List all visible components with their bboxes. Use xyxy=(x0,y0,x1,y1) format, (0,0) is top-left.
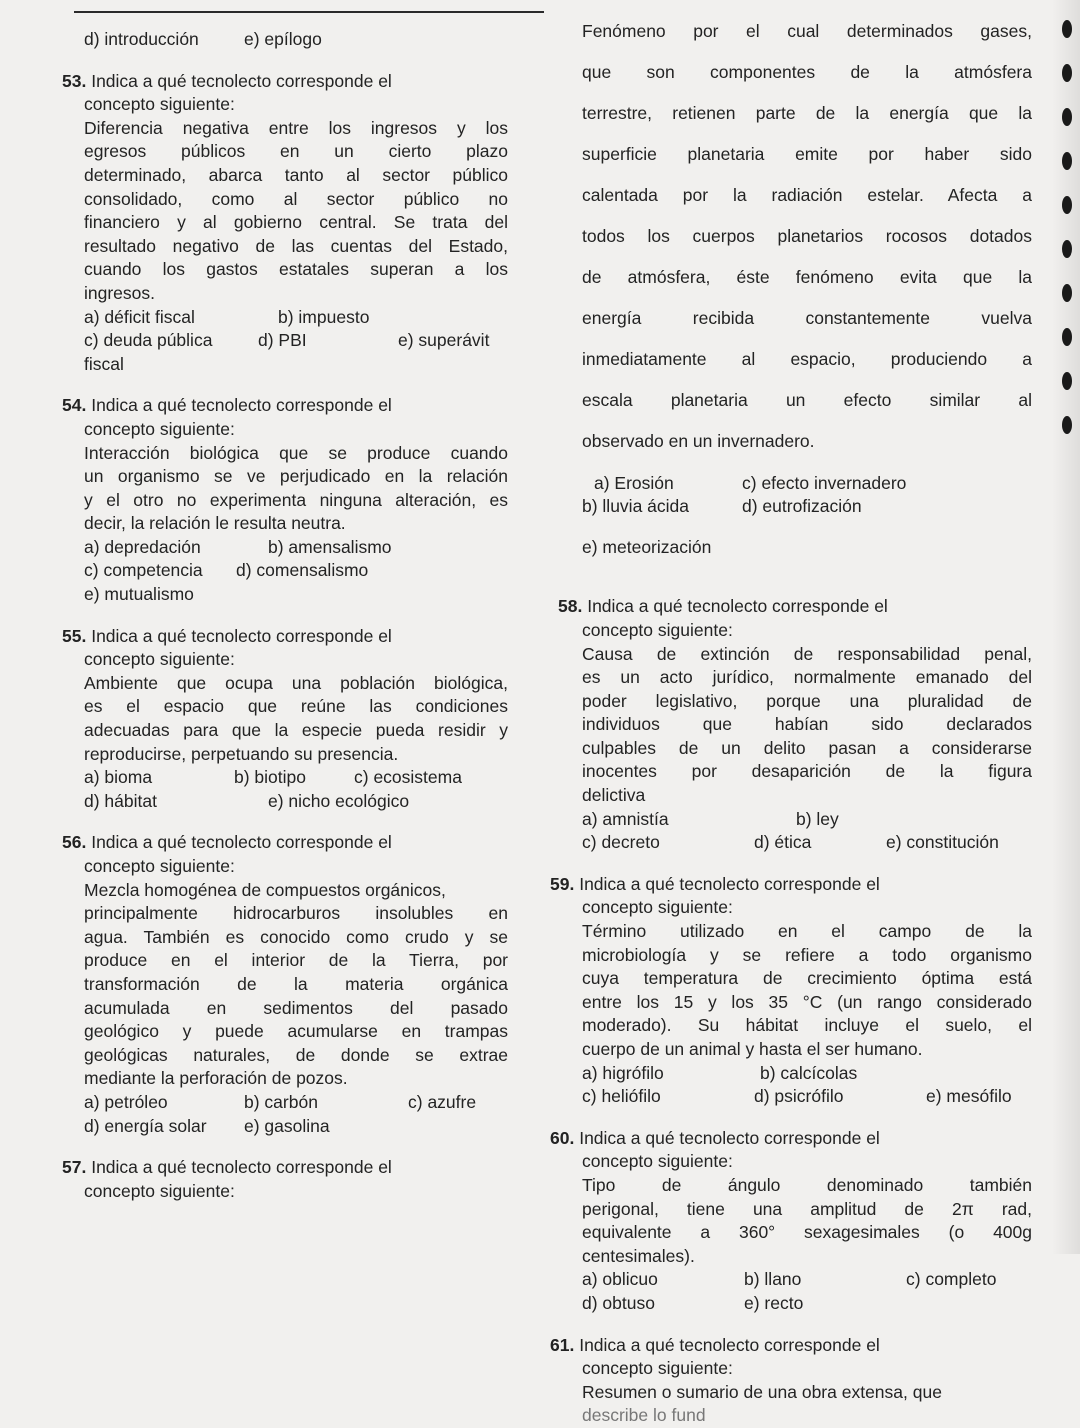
question-line: Ambiente que ocupa una población biológica, xyxy=(84,672,508,693)
binding-hole xyxy=(1062,20,1072,38)
question-subtitle: concepto siguiente: xyxy=(84,1180,235,1201)
option-e: e) constitución xyxy=(886,832,999,853)
question-57 xyxy=(62,1156,508,1203)
option-b: b) amensalismo xyxy=(268,536,392,557)
q52-options-tail xyxy=(62,28,508,52)
question-line: de atmósfera, éste fenómeno evita que la xyxy=(582,267,1032,288)
options-row xyxy=(62,536,508,560)
question-line: calentada por la radiación estelar. Afecta a xyxy=(582,184,1032,205)
options-row xyxy=(582,472,1032,496)
question-line: determinado, abarca tanto al sector público xyxy=(84,164,508,185)
question-title: Indica a qué tecnolecto corresponde el xyxy=(579,873,880,894)
option-e: e) superávit xyxy=(398,330,490,351)
question-line: equivalente a 360° sexagesimales (o 400g xyxy=(582,1222,1032,1243)
top-rule xyxy=(74,11,544,13)
question-line: inocentes por desaparición de la figura xyxy=(582,761,1032,782)
option-e: e) recto xyxy=(744,1292,804,1313)
option-d: d) energía solar xyxy=(84,1115,207,1136)
question-57-body xyxy=(582,20,1032,560)
question-line: microbiología y se refiere a todo organismo xyxy=(582,944,1032,965)
options-row xyxy=(62,329,508,353)
options-row xyxy=(62,559,508,583)
option-d: d) eutrofización xyxy=(742,496,862,517)
option-e: e) nicho ecológico xyxy=(268,790,410,811)
question-line: Causa de extinción de responsabilidad penal, xyxy=(582,643,1032,664)
option-a: a) depredación xyxy=(84,536,201,557)
question-number: 59. xyxy=(550,873,575,894)
question-line: energía recibida constantemente vuelva xyxy=(582,308,1032,329)
question-line: financiero y al gobierno central. Se trata del xyxy=(84,212,508,233)
question-number: 56. xyxy=(62,832,87,853)
question-title: Indica a qué tecnolecto corresponde el xyxy=(587,596,888,617)
question-60 xyxy=(550,1127,1032,1316)
question-line: Diferencia negativa entre los ingresos y los xyxy=(84,117,508,138)
options-row xyxy=(558,831,1032,855)
binding-hole xyxy=(1062,64,1072,82)
question-line: centesimales). xyxy=(582,1245,695,1266)
question-line: escala planetaria un efecto similar al xyxy=(582,390,1032,411)
question-title: Indica a qué tecnolecto corresponde el xyxy=(91,625,392,646)
right-column xyxy=(550,2,1032,1428)
question-subtitle: concepto siguiente: xyxy=(582,897,733,918)
question-line: es el espacio que reúne las condiciones xyxy=(84,696,508,717)
binding-hole xyxy=(1062,240,1072,258)
option-d: d) hábitat xyxy=(84,790,157,811)
question-line: cuando los gastos estatales superan a los xyxy=(84,259,508,280)
binding-hole xyxy=(1062,108,1072,126)
options-row xyxy=(62,306,508,330)
question-line: observado en un invernadero. xyxy=(582,431,815,452)
question-line: Término utilizado en el campo de la xyxy=(582,921,1032,942)
binding-hole xyxy=(1062,416,1072,434)
question-heading xyxy=(62,394,508,418)
question-line: es un acto jurídico, normalmente emanado del xyxy=(582,667,1032,688)
question-subtitle: concepto siguiente: xyxy=(84,856,235,876)
option-d: d) psicrófilo xyxy=(754,1086,844,1107)
option-e: e) epílogo xyxy=(244,29,322,49)
option-a: a) higrófilo xyxy=(582,1062,664,1083)
option-c: c) azufre xyxy=(408,1091,477,1112)
question-number: 58. xyxy=(558,596,583,617)
question-line: geológicas naturales, de donde se extrae xyxy=(84,1044,508,1065)
question-line: adecuadas para que la especie pueda residir y xyxy=(84,720,508,741)
question-line: principalmente hidrocarburos insolubles en xyxy=(84,903,508,924)
options-row xyxy=(550,1268,1032,1292)
option-c: c) deuda pública xyxy=(84,330,213,351)
question-line: culpables de un delito pasan a considerarse xyxy=(582,737,1032,758)
option-e: e) mesófilo xyxy=(926,1086,1012,1107)
question-subtitle: concepto siguiente: xyxy=(582,1358,733,1379)
question-line-cut: describe lo fund xyxy=(582,1405,706,1426)
question-line: agua. También es conocido como crudo y se xyxy=(84,926,508,947)
question-line: poder legislativo, porque una pluralidad de xyxy=(582,690,1032,711)
question-line: y el otro no experimenta ninguna alteración, es xyxy=(84,489,508,510)
options-row xyxy=(62,1115,508,1139)
option-c: c) ecosistema xyxy=(354,767,462,788)
question-title: Indica a qué tecnolecto corresponde el xyxy=(91,1157,392,1178)
options-row xyxy=(62,1091,508,1115)
question-number: 53. xyxy=(62,70,87,91)
options-row xyxy=(550,1062,1032,1086)
question-number: 61. xyxy=(550,1334,575,1355)
question-line: superficie planetaria emite por haber sido xyxy=(582,143,1032,164)
question-line: acumulada en sedimentos del pasado xyxy=(84,997,508,1018)
option-a: a) oblicuo xyxy=(582,1269,658,1290)
question-line: egresos públicos en un cierto plazo xyxy=(84,141,508,162)
question-subtitle: concepto siguiente: xyxy=(84,649,235,670)
option-e: e) gasolina xyxy=(244,1115,330,1136)
binding-hole xyxy=(1062,328,1072,346)
question-line: cuya temperatura de crecimiento óptima está xyxy=(582,968,1032,989)
question-61 xyxy=(550,1334,1032,1428)
option-c: c) competencia xyxy=(84,560,203,581)
option-d: d) introducción xyxy=(84,29,199,49)
binding-hole xyxy=(1062,196,1072,214)
question-line: Fenómeno por el cual determinados gases, xyxy=(582,20,1032,41)
options-row xyxy=(582,495,1032,519)
question-heading xyxy=(62,625,508,649)
options-row xyxy=(62,766,508,790)
options-row xyxy=(558,808,1032,832)
question-line: perigonal, tiene una amplitud de 2π rad, xyxy=(582,1198,1032,1219)
question-number: 57. xyxy=(62,1157,87,1178)
option-d: d) PBI xyxy=(258,330,307,351)
question-subtitle: concepto siguiente: xyxy=(582,619,733,640)
option-c: c) efecto invernadero xyxy=(742,472,907,493)
question-title: Indica a qué tecnolecto corresponde el xyxy=(579,1127,880,1148)
question-59 xyxy=(550,873,1032,1109)
question-line: transformación de la materia orgánica xyxy=(84,973,508,994)
options-row xyxy=(62,790,508,814)
question-line: delictiva xyxy=(582,785,646,806)
question-title: Indica a qué tecnolecto corresponde el xyxy=(579,1334,880,1355)
option-d: d) ética xyxy=(754,832,812,853)
question-line: resultado negativo de las cuentas del Estado, xyxy=(84,235,508,256)
option-c: c) decreto xyxy=(582,832,660,853)
option-d: d) obtuso xyxy=(582,1292,655,1313)
question-line: consolidado, como al sector público no xyxy=(84,188,508,209)
option-d: d) comensalismo xyxy=(236,560,369,581)
question-line: Tipo de ángulo denominado también xyxy=(582,1174,1032,1195)
binding-hole xyxy=(1062,284,1072,302)
option-e: e) mutualismo xyxy=(84,584,194,605)
option-a: a) Erosión xyxy=(594,472,674,493)
question-title: Indica a qué tecnolecto corresponde el xyxy=(91,70,392,91)
question-line: todos los cuerpos planetarios rocosos dotados xyxy=(582,225,1032,246)
option-b: b) llano xyxy=(744,1269,802,1290)
question-title: Indica a qué tecnolecto corresponde el xyxy=(91,395,392,416)
question-line: entre los 15 y los 35 °C (un rango considerado xyxy=(582,991,1032,1012)
question-heading xyxy=(550,1127,1032,1151)
option-b: b) calcícolas xyxy=(760,1062,858,1083)
binding-hole xyxy=(1062,152,1072,170)
option-b: b) carbón xyxy=(244,1091,318,1112)
question-heading xyxy=(550,1334,1032,1358)
question-line: reproducirse, perpetuando su presencia. xyxy=(84,743,399,764)
question-heading xyxy=(550,873,1032,897)
option-b: b) impuesto xyxy=(278,306,370,327)
question-line: Interacción biológica que se produce cuando xyxy=(84,442,508,463)
question-58 xyxy=(558,595,1032,855)
question-heading xyxy=(62,70,508,94)
option-c: c) heliófilo xyxy=(582,1086,661,1107)
option-e: e) meteorización xyxy=(582,537,712,558)
question-title: Indica a qué tecnolecto corresponde el xyxy=(91,832,392,853)
question-number: 60. xyxy=(550,1127,575,1148)
question-subtitle: concepto siguiente: xyxy=(84,94,235,115)
option-c: c) completo xyxy=(906,1269,997,1290)
question-53 xyxy=(62,70,508,377)
option-a: a) amnistía xyxy=(582,808,669,829)
question-number: 54. xyxy=(62,395,87,416)
question-line: inmediatamente al espacio, produciendo a xyxy=(582,349,1032,370)
question-line: produce en el interior de la Tierra, por xyxy=(84,950,508,971)
question-line: mediante la perforación de pozos. xyxy=(84,1068,348,1089)
option-b: b) lluvia ácida xyxy=(582,496,689,517)
option-c-continued: fiscal xyxy=(84,353,124,374)
binding-hole xyxy=(1062,372,1072,390)
option-b: b) ley xyxy=(796,808,839,829)
question-heading xyxy=(558,595,1032,619)
option-b: b) biotipo xyxy=(234,767,306,788)
question-line: decir, la relación le resulta neutra. xyxy=(84,513,346,534)
question-55 xyxy=(62,625,508,814)
question-line: geológico y puede acumularse en trampas xyxy=(84,1021,508,1042)
options-row xyxy=(550,1085,1032,1109)
question-56 xyxy=(62,831,508,1138)
question-line: individuos que habían sido declarados xyxy=(582,714,1032,735)
question-line: ingresos. xyxy=(84,282,156,303)
question-line: un organismo se ve perjudicado en la relación xyxy=(84,466,508,487)
question-line: cuerpo de un animal y hasta el ser humano. xyxy=(582,1039,923,1059)
question-heading xyxy=(62,831,508,855)
question-number: 55. xyxy=(62,625,87,646)
question-subtitle: concepto siguiente: xyxy=(84,418,235,439)
option-a: a) petróleo xyxy=(84,1091,168,1112)
question-54 xyxy=(62,394,508,606)
question-line: Mezcla homogénea de compuestos orgánicos, xyxy=(84,879,446,900)
options-row xyxy=(550,1292,1032,1316)
option-a: a) déficit fiscal xyxy=(84,306,195,327)
question-line: Resumen o sumario de una obra extensa, que xyxy=(582,1381,942,1402)
question-line: que son componentes de la atmósfera xyxy=(582,61,1032,82)
question-subtitle: concepto siguiente: xyxy=(582,1151,733,1172)
option-a: a) bioma xyxy=(84,767,153,788)
left-column xyxy=(62,28,508,1203)
question-line: terrestre, retienen parte de la energía que la xyxy=(582,102,1032,123)
question-heading xyxy=(62,1156,508,1180)
binding-holes xyxy=(1062,20,1076,460)
question-line: moderado). Su hábitat incluye el suelo, el xyxy=(582,1015,1032,1036)
